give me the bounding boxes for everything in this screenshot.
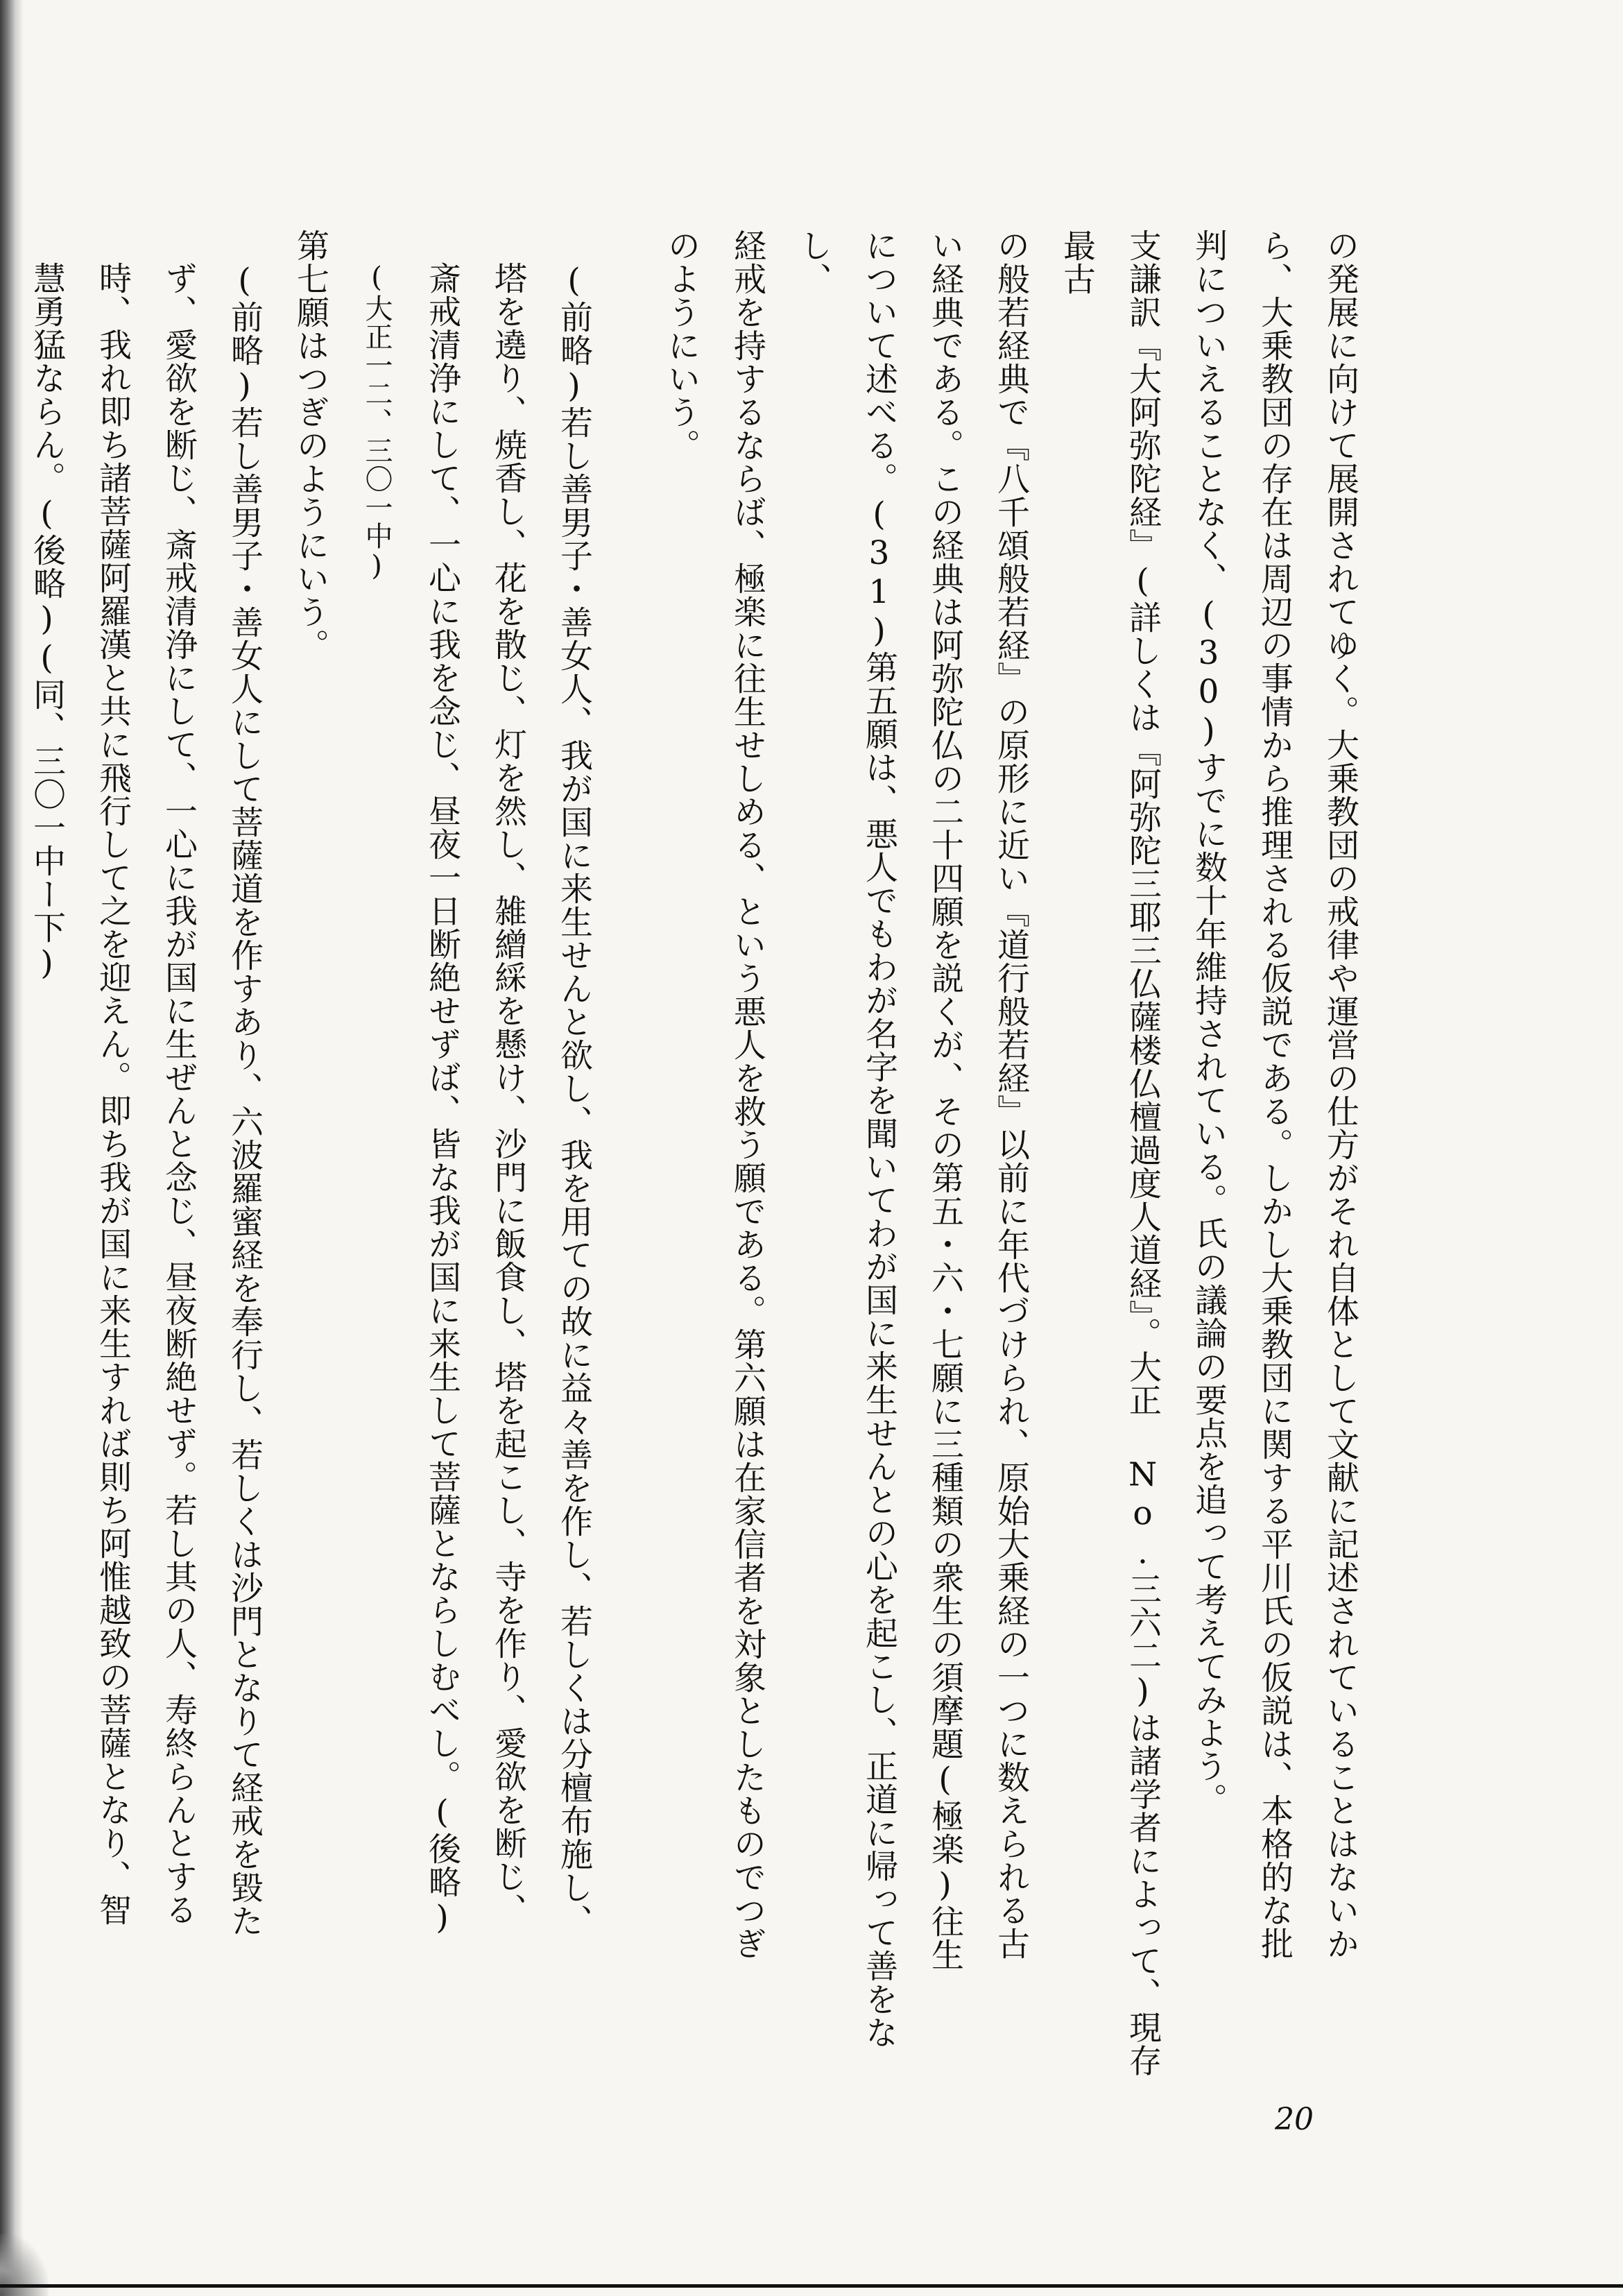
body-line-5: の般若経典で『八千頌般若経』の原形に近い『道行般若経』以前に年代づけられ、原始大乗経の一つに数えられる古 xyxy=(992,229,1030,1960)
body-line-3: 判についえることなく、(30)すでに数十年維持されている。氏の議論の要点を追って考えてみよう。 xyxy=(1190,229,1228,1816)
page-number: 20 xyxy=(1275,2102,1314,2137)
body-line-9: のようにいう。 xyxy=(662,229,701,462)
body-line-1: の発展に向けて展開されてゆく。大乗教団の戒律や運営の仕方がそれ自体として文献に記述されていることはないか xyxy=(1321,229,1359,1960)
quote1-line-2: 塔を遶り、焼香し、花を散じ、灯を然し、雑繒綵を懸け、沙門に飯食し、塔を起こし、寺を作り、愛欲を断じ、 xyxy=(489,262,527,1926)
quote2-line-1: (前略)若し善男子・善女人にして菩薩道を作すあり、六波羅蜜経を奉行し、若しくは沙門となりて経戒を毀た xyxy=(225,262,264,1937)
bottom-rule xyxy=(0,2284,1623,2288)
vertical-text-body xyxy=(28,229,1373,2102)
transition-line: 第七願はつぎのようにいう。 xyxy=(291,229,329,662)
body-line-2: ら、大乗教団の存在は周辺の事情から推理される仮説である。しかし大乗教団に関する平川氏の仮説は、本格的な批 xyxy=(1255,229,1294,1960)
body-line-7: について述べる。(31)第五願は、悪人でもわが名字を聞いてわが国に来生せんとの心を起こし、正道に帰って善をなし、 xyxy=(794,229,898,2049)
quote1-line-3: 斎戒清浄にして、一心に我を念じ、昼夜一日断絶せずば、皆な我が国に来生して菩薩とならしむべし。(後略) xyxy=(423,262,461,1937)
quote1-citation: (大正一二、三〇一中) xyxy=(361,262,393,583)
quote2-line-4: 慧勇猛ならん。(後略)(同、三〇一中ー下) xyxy=(28,262,66,983)
quote1-line-1: (前略)若し善男子・善女人、我が国に来生せんと欲し、我を用ての故に益々善を作し、若しくは分檀布施し、 xyxy=(555,262,593,1937)
body-line-6: い経典である。この経典は阿弥陀仏の二十四願を説くが、その第五・六・七願に三種類の衆生の須摩題(極楽)往生 xyxy=(926,229,964,1971)
quote2-line-3: 時、我れ即ち諸菩薩阿羅漢と共に飛行して之を迎えん。即ち我が国に来生すれば則ち阿惟越致の菩薩となり、智 xyxy=(94,262,132,1926)
quote2-line-2: ず、愛欲を断じ、斎戒清浄にして、一心に我が国に生ぜんと念じ、昼夜断絶せず。若し其の人、寿終らんとする xyxy=(160,262,198,1926)
body-line-8: 経戒を持するならば、極楽に往生せしめる、という悪人を救う願である。第六願は在家信者を対象としたものでつぎ xyxy=(728,229,766,1960)
body-line-4: 支謙訳『大阿弥陀経』(詳しくは『阿弥陀三耶三仏薩楼仏檀過度人道経』。大正 No.三六二)は諸学者によって、現存最古 xyxy=(1058,229,1162,2077)
